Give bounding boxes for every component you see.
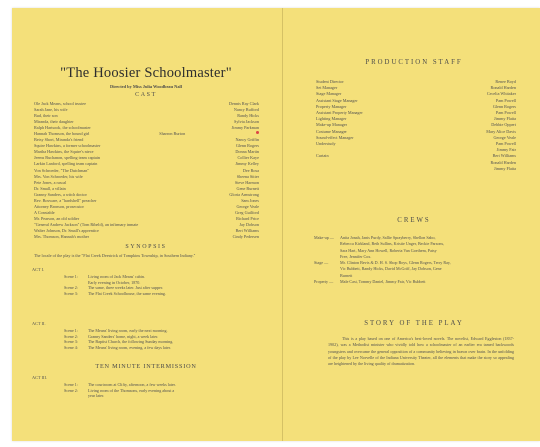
cast-actor: Cindy Pedersen (232, 234, 259, 240)
staff-role: Lighting Manager (316, 116, 347, 122)
scene-text: The same, three weeks later. Just after supper. (88, 285, 164, 291)
cast-actor: Sylvia Jackson (233, 119, 259, 125)
center-fold (282, 8, 283, 441)
staff-name: Ronald Harden (490, 159, 516, 165)
staff-name: Jimmy Flaita (494, 116, 516, 122)
scene-text: The Means' living room, early the next morning. (88, 328, 168, 333)
crew-members: Anita Jonah, Janis Purdy, Sallie Sprayberry, Shellon Sabo, (340, 235, 436, 240)
cast-role: Sarah Jane, his wife (34, 107, 68, 113)
staff-name: Pam Powell (495, 97, 516, 103)
crew-label: Property — (314, 279, 334, 285)
staff-name: Jimmy Flaita (494, 165, 516, 171)
cast-actor: Greg Guilford (235, 209, 259, 215)
cast-role: A Constable (34, 209, 55, 215)
story-heading: STORY OF THE PLAY (364, 320, 464, 327)
cast-role: Squire Hawkins, a former schoolmaster (34, 143, 101, 149)
staff-name: Mary Alice Davis (486, 128, 516, 134)
cast-role: Dr. Small, a villain (34, 185, 66, 191)
cast-actor: Randy Hicks (237, 113, 259, 119)
cast-actor: Bert Williams (235, 227, 259, 233)
staff-role: Costume Manager (316, 128, 347, 134)
cast-actor: Jimmy Kelley (235, 161, 259, 167)
staff-role: Understudy (316, 141, 336, 146)
crew-label: Stage — (314, 260, 329, 266)
staff-name: Cecelia Whitaker (486, 91, 516, 97)
red-mark-icon (256, 131, 259, 134)
cast-actor: Donna Martin (235, 149, 259, 155)
scene-line (64, 345, 264, 351)
cast-role: Miranda, their daughter (34, 119, 74, 125)
scene-label: Scene 2: (64, 285, 78, 291)
cast-role: "General Andrew Jackson" (Tom Ribeld), an infirmary inmate (34, 221, 139, 227)
cast-role: Ralph Hartsook, the schoolmaster (34, 125, 91, 131)
scene-label: Scene 1: (64, 328, 78, 333)
scene-text: The Means' living room, evening, a few days later. (88, 344, 171, 350)
act-1-scenes (64, 274, 264, 296)
cast-actor: Gene Burnett (236, 185, 259, 191)
story-text: This is a play based on one of America's best-loved novels. The novelist, Edward Eggleston (1837-1902), was a Methodist minister who vividly told how a schoolmaster of an earlier era tamed backwoods youngsters and overcame the general opposition of a community believing in brawn over brain. In the unfolding of the play by Lee Norvelle of the Indiana University Theater, all the elements that make the story so appealing are heightened by the living quality of dramatization. (328, 336, 514, 367)
staff-role: Property Manager (316, 103, 347, 109)
crews-list (314, 235, 522, 285)
crew-members: Mr. Clinton Bevis & D. H. S. Shop Boys, Glenn Rogers, Terry Ray, (340, 260, 451, 266)
act-3-scenes (64, 382, 264, 399)
cast-role: Mrs. Thomson, Hannah's mother (34, 234, 89, 240)
crew-members: Free, Jennifer Cox. (340, 253, 372, 259)
scene-text-cont: year later. (88, 393, 105, 399)
crew-label: Make-up — (314, 235, 334, 240)
staff-name: Glenn Rogers (492, 103, 516, 109)
staff-role: Student Director (316, 79, 344, 84)
staff-name: Pam Powell (495, 141, 516, 146)
crews-heading: CREWS (397, 217, 431, 224)
staff-name: George Veale (493, 134, 516, 140)
cast-role: Larkin Lanford, spelling team captain (34, 161, 98, 167)
cast-role: Jeems Buchanon, spelling team captain (34, 155, 100, 161)
cast-actor: Jimmy Parkman (231, 125, 259, 131)
cast-role: Von Schroeder, "The Dutchman" (34, 167, 90, 173)
scene-line (64, 291, 264, 297)
cast-role: Pete Jones, a rascal (34, 179, 67, 185)
scene-label: Scene 1: (64, 274, 78, 279)
cast-role: Mr. Pearson, an old soldier (34, 215, 80, 221)
staff-name: Jimmy Fair (496, 147, 516, 153)
scene-text: The courtroom at Clifty, afternoon, a few weeks later. (88, 382, 176, 387)
scene-label: Scene 1: (64, 382, 78, 387)
staff-role: Assistant Property Manager (316, 110, 363, 115)
staff-name: Renee Boyd (495, 79, 516, 84)
act-3-label: ACT III. (32, 375, 47, 380)
cast-actor: Jay Dobson (239, 221, 259, 227)
cast-row (34, 234, 259, 240)
staff-name: Ronald Harden (490, 85, 516, 91)
cast-role: Betsy Short, Miranda's friend (34, 137, 84, 143)
crew-members: Rebecca Kirkland, Beth Sullins, Kristie Unger, Beckie Parsons, (340, 241, 445, 247)
scene-text-cont: Early evening in October, 1870. (88, 279, 141, 285)
cast-actor: Collier Kaye (237, 155, 259, 161)
staff-role: Stage Manager (316, 91, 342, 97)
cast-actor: Steve Harmon (234, 179, 259, 185)
cast-role: Attorney Bronson, prosecutor (34, 203, 84, 209)
right-panel (294, 8, 534, 441)
intermission-note: TEN MINUTE INTERMISSION (95, 363, 197, 370)
director-credit: Directed by Miss Julia Woodbeau Nall (110, 84, 182, 89)
cast-role: Ole Jack Means, school trustee (34, 101, 86, 106)
crew-members: Burnett (340, 272, 353, 278)
staff-role: Assistant Stage Manager (316, 97, 358, 103)
cast-actor: Sheena Sitter (236, 173, 259, 179)
scene-text: Living room of the Thomsons, early evening about a (88, 387, 175, 393)
scene-text: The Flat Creek Schoolhouse, the same evening. (88, 290, 166, 296)
scene-label: Scene 3: (64, 290, 78, 296)
synopsis-text: The locale of the play is the "Flat Creek Deestrick of Tompkins Township, in Southern Indiany." (34, 253, 196, 258)
cast-list (34, 101, 259, 240)
left-panel (18, 8, 274, 441)
cast-role: Rev. Bosware, a "hardshell" preacher (34, 197, 97, 203)
cast-actor: Sam Jones (241, 197, 259, 203)
cast-role: Hannah Thomson, the bound girl (34, 131, 90, 137)
cast-actor: Sharron Burton (159, 131, 186, 137)
production-staff-heading: PRODUCTION STAFF (365, 59, 463, 66)
cast-role: Granny Sanders, a witch doctor (34, 191, 87, 197)
staff-name: Bert Williams (492, 153, 516, 159)
crew-members: Sara Hart, Mary Ann Howell, Roberta Van Goethem, Patsy (340, 247, 437, 253)
scene-text: Granny Sanders' home, night, a week later. (88, 333, 159, 339)
cast-actor: George Veale (236, 203, 259, 209)
staff-role: Make-up Manager (316, 122, 348, 128)
staff-name: Debbie Oppert (491, 122, 516, 128)
cast-heading: CAST (135, 92, 157, 98)
act-1-label: ACT I. (32, 267, 45, 272)
synopsis-heading: SYNOPSIS (125, 244, 167, 250)
cast-actor: Dennis Ray Clark (228, 101, 259, 106)
staff-name: Pam Powell (495, 110, 516, 115)
cast-actor: Richard Price (236, 215, 259, 221)
staff-row (316, 166, 516, 172)
crew-members: Male Cast, Tommy Daniel, Jimmy Fair, Vic Bubbett (340, 279, 426, 285)
scene-label: Scene 2: (64, 333, 78, 339)
play-title: "The Hoosier Schoolmaster" (60, 65, 232, 81)
cast-role: Bud, their son (34, 113, 58, 119)
act-2-scenes (64, 328, 264, 350)
crew-line (314, 279, 522, 285)
scene-label: Scene 4: (64, 344, 78, 350)
cast-role: Walter Johnson, Dr. Small's apprentice (34, 227, 99, 233)
cast-actor: Glenn Rogers (235, 143, 259, 149)
cast-actor: Nancy Bufford (233, 107, 259, 113)
program-sheet (12, 8, 540, 441)
staff-role: Curtain (316, 153, 329, 159)
scene-text: Living room of Jack Means' cabin. (88, 274, 145, 279)
staff-role: Sound-effect Manager (316, 134, 354, 140)
act-2-label: ACT II. (32, 321, 46, 326)
cast-actor: Gloria Armstrong (229, 191, 259, 197)
cast-actor: Nancy Griffin (235, 137, 259, 143)
cast-role: Martha Hawkins, the Squire's niece (34, 149, 94, 155)
crew-members: Vic Bubbett, Randy Hicks, David McGriff, Jay Dobson, Gene (340, 266, 442, 272)
scene-text: The Baptist Church, the following Sunday morning. (88, 339, 174, 345)
scene-label: Scene 3: (64, 339, 78, 345)
cast-actor: Dee Rosa (242, 167, 259, 173)
scene-label: Scene 2: (64, 387, 78, 393)
cast-role: Mrs. Von Schroeder, his wife (34, 173, 83, 179)
staff-role: Set Manager (316, 85, 338, 91)
